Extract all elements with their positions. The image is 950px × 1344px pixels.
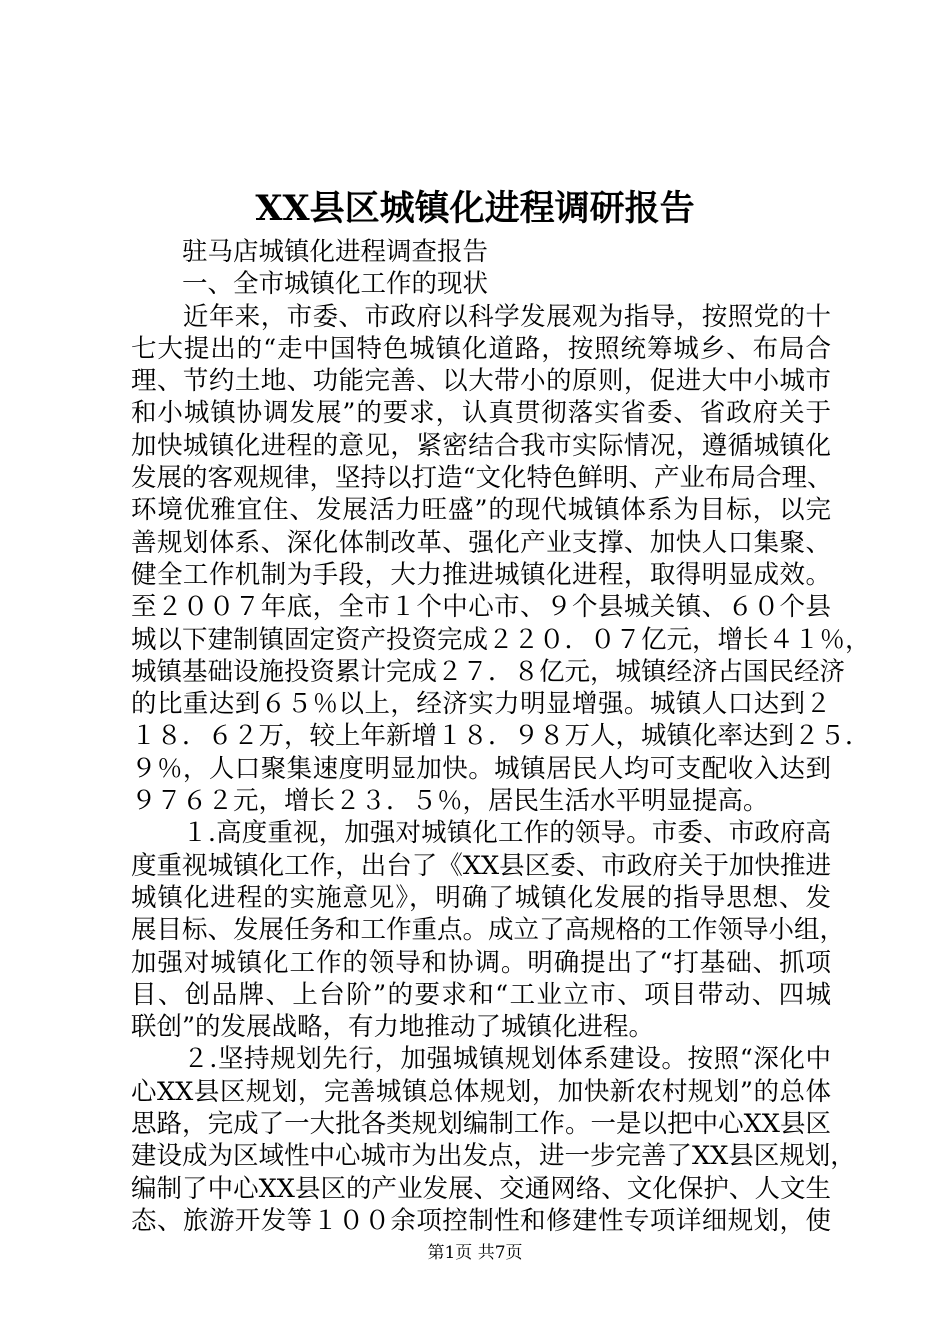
body-line: ２.坚持规划先行，加强城镇规划体系建设。按照“深化中 [131,1044,831,1075]
body-line: 城镇化进程的实施意见》，明确了城镇化发展的指导思想、发 [131,882,831,913]
body-line: 发展的客观规律，坚持以打造“文化特色鲜明、产业布局合理、 [131,463,833,494]
body-line: 编制了中心XX县区的产业发展、交通网络、文化保护、人文生 [131,1173,831,1204]
body-line: 心XX县区规划，完善城镇总体规划，加快新农村规划”的总体 [131,1076,831,1107]
body-line: 加强对城镇化工作的领导和协调。明确提出了“打基础、抓项 [131,947,831,978]
body-line: 七大提出的“走中国特色城镇化道路，按照统筹城乡、布局合 [131,333,831,364]
body-line: 驻马店城镇化进程调查报告 [131,237,489,267]
body-line: 环境优雅宜住、发展活力旺盛”的现代城镇体系为目标，以完 [131,495,831,526]
body-line: 态、旅游开发等１００余项控制性和修建性专项详细规划，使 [131,1205,831,1236]
body-line: 思路，完成了一大批各类规划编制工作。一是以把中心XX县区 [131,1109,831,1140]
body-line: 展目标、发展任务和工作重点。成立了高规格的工作领导小组， [131,915,846,946]
body-line: 至２００７年底，全市１个中心市、９个县城关镇、６０个县 [131,592,831,623]
body-line: 和小城镇协调发展”的要求，认真贯彻落实省委、省政府关于 [131,398,831,429]
body-line: ９％，人口聚集速度明显加快。城镇居民人均可支配收入达到 [131,753,831,784]
body-line: 一、全市城镇化工作的现状 [131,269,489,300]
body-line: 加快城镇化进程的意见，紧密结合我市实际情况，遵循城镇化 [131,430,831,461]
body-line: 目、创品牌、上台阶”的要求和“工业立市、项目带动、四城 [131,979,831,1010]
document-title: XX县区城镇化进程调研报告 [255,188,695,229]
body-line: 的比重达到６５％以上，经济实力明显增强。城镇人口达到２ [131,689,831,720]
body-line: 近年来，市委、市政府以科学发展观为指导，按照党的十 [131,301,831,332]
body-line: ９７６２元，增长２３．５％，居民生活水平明显提高。 [131,786,769,817]
body-line: 健全工作机制为手段，大力推进城镇化进程，取得明显成效。 [131,559,831,590]
body-line: 善规划体系、深化体制改革、强化产业支撑、加快人口集聚、 [131,527,831,558]
body-line: 城以下建制镇固定资产投资完成２２０．０７亿元，增长４１％， [131,624,871,655]
body-line: 建设成为区域性中心城市为出发点，进一步完善了XX县区规划， [131,1141,856,1172]
body-line: 城镇基础设施投资累计完成２７．８亿元，城镇经济占国民经济 [131,656,846,687]
body-line: 理、节约土地、功能完善、以大带小的原则，促进大中小城市 [131,366,831,397]
page-number: 第1页 共7页 [427,1243,523,1263]
body-line: １８．６２万，较上年新增１８．９８万人，城镇化率达到２５． [131,721,871,752]
document-body [131,236,871,1237]
body-line: 度重视城镇化工作，出台了《XX县区委、市政府关于加快推进 [131,850,831,881]
body-line: 联创”的发展战略，有力地推动了城镇化进程。 [131,1012,655,1043]
body-line: １.高度重视，加强对城镇化工作的领导。市委、市政府高 [131,818,831,849]
